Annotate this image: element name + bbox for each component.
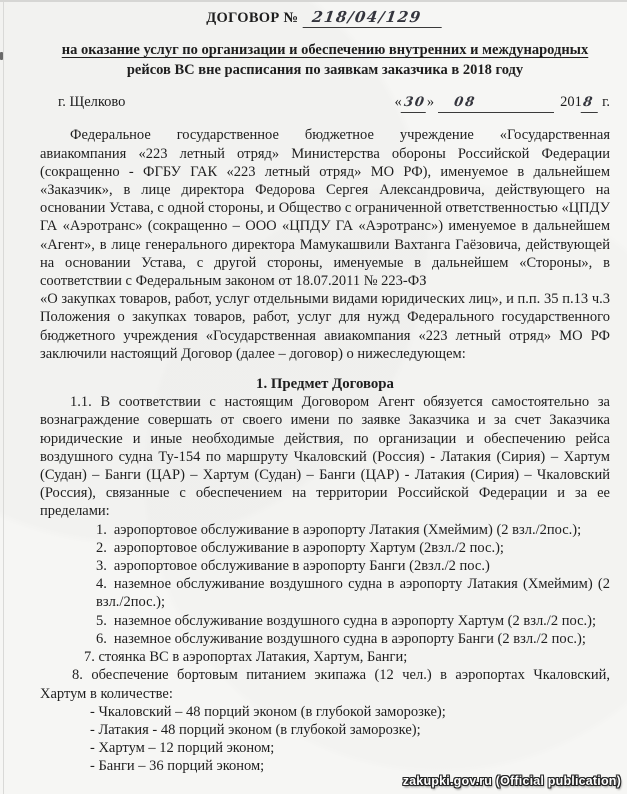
service-item-1 (96, 521, 610, 539)
scan-edge-line (3, 2, 4, 794)
document-title-line-1: на оказание услуг по организации и обеспечению внутренних и международных (61, 42, 589, 59)
portion-item-chkalovsky: - Чкаловский – 48 порций эконом (в глубокой заморозке); (90, 703, 446, 720)
document-title (40, 41, 610, 80)
service-item-2-number: 2. (96, 539, 107, 556)
date-open-quote: « (394, 94, 402, 111)
date-year-printed: 201 (560, 94, 582, 111)
service-item-5 (96, 612, 610, 630)
service-item-4-number: 4. (96, 576, 107, 593)
place-date-row (40, 93, 610, 113)
scan-artifact-mark (0, 52, 3, 60)
section-1-heading: 1. Предмет Договора (256, 376, 394, 393)
date-year-handwritten: 8 (581, 94, 600, 113)
service-item-2-text: аэропортовое обслуживание в аэропорту Хартум (2взл./2 пос.); (113, 539, 504, 556)
service-item-6 (96, 630, 610, 648)
place-label: г. Щелково (58, 94, 126, 111)
services-list (96, 521, 610, 648)
zakupki-watermark: zakupki.gov.ru (Official publication) (402, 773, 621, 788)
clause-1-1: 1.1. В соответствии с настоящим Договором Агент обязуется самостоятельно за вознаграждение совершать от своего имени по заявке Заказчика и за счет Заказчика юридические и иные необходимые действия, по организации и обеспечению рейса воздушного судна Ту-154 по маршруту Чкаловский (Россия) - Латакия (Сирия) – Хартум (Судан) – Банги (ЦАР) – Хартум (Судан) – Банги (ЦАР) - Латакия (Сирия) – Чкаловский (Россия), связанные с обеспечением на территории Российской Федерации и за ее пределами: (40, 394, 610, 520)
date-day-handwritten: 30 (400, 94, 428, 113)
date-year-suffix: г. (602, 94, 610, 111)
document-number-handwritten: 218/04/129 (303, 8, 445, 28)
document-label: ДОГОВОР № (206, 10, 299, 26)
service-item-2 (96, 539, 610, 557)
service-item-6-text: наземное обслуживание воздушного судна в аэропорту Банги (2 взл./2 пос.); (113, 630, 586, 647)
preamble-paragraph-2: «О закупках товаров, работ, услуг отдельными видами юридических лиц», и п.п. 35 п.13 ч.3 Положения о закупках товаров, работ, услуг для нужд Федерального государственного бюджетного учреждения «Государственная авиакомпания «223 летный отряд» МО РФ заключили настоящий Договор (далее – договор) о нижеследующем: (40, 291, 610, 362)
portion-item-latakia: - Латакия - 48 порций эконом (в глубокой заморозке); (90, 721, 421, 738)
service-item-4 (96, 575, 610, 611)
service-item-8: 8. обеспечение бортовым питанием экипажа (12 чел.) в аэропортах Чкаловский, Хартум в количестве: (40, 667, 610, 702)
service-item-3 (96, 557, 610, 575)
portion-item-bangui: - Банги – 36 порций эконом; (90, 758, 265, 775)
service-item-3-text: аэропортовое обслуживание в аэропорту Банги (2взл./2 пос.) (113, 558, 490, 575)
service-item-1-text: аэропортовое обслуживание в аэропорту Латакия (Хмеймим) (2 взл./2пос.); (113, 521, 582, 538)
service-item-6-number: 6. (96, 630, 107, 647)
date-block (395, 93, 610, 113)
date-month-blank (438, 93, 554, 113)
portions-list (90, 703, 610, 776)
service-item-1-number: 1. (96, 521, 107, 538)
service-item-5-number: 5. (96, 612, 107, 629)
portion-item-khartoum: - Хартум – 12 порций эконом; (90, 740, 275, 757)
date-month-handwritten: 08 (453, 95, 478, 111)
preamble-paragraph-1: Федеральное государственное бюджетное учреждение «Государственная авиакомпания «223 летный отряд» Министерства обороны Российской Федерации (сокращенно - ФГБУ ГАК «223 летный отряд» МО РФ), именуемое в дальнейшем «Заказчик», в лице директора Федорова Сергея Александровича, действующего на основании Устава, с одной стороны, и Общество с ограниченной ответственностью «ЦПДУ ГА «Аэротранс» (сокращенно – ООО «ЦПДУ ГА «Аэротранс») именуемое в дальнейшем «Агент», в лице генерального директора Мамукашвили Вахтанга Гаёзовича, действующей на основании Устава, с другой стороны, именуемые в дальнейшем «Стороны», в соответствии с Федеральным законом от 18.07.2011 № 223-ФЗ (40, 127, 610, 290)
service-item-7: 7. стоянка ВС в аэропортах Латакия, Хартум, Банги; (84, 649, 408, 666)
service-item-4-text: наземное обслуживание воздушного судна в аэропорту Латакия (Хмеймим) (2 взл./2пос.); (96, 576, 610, 611)
document-title-line-2: рейсов ВС вне расписания по заявкам заказчика в 2018 году (126, 61, 524, 78)
service-item-3-number: 3. (96, 558, 107, 575)
service-item-5-text: наземное обслуживание воздушного судна в аэропорту Хартум (2 взл./2 пос.); (113, 612, 596, 629)
document-header (40, 8, 610, 28)
date-close-quote: » (426, 94, 435, 111)
